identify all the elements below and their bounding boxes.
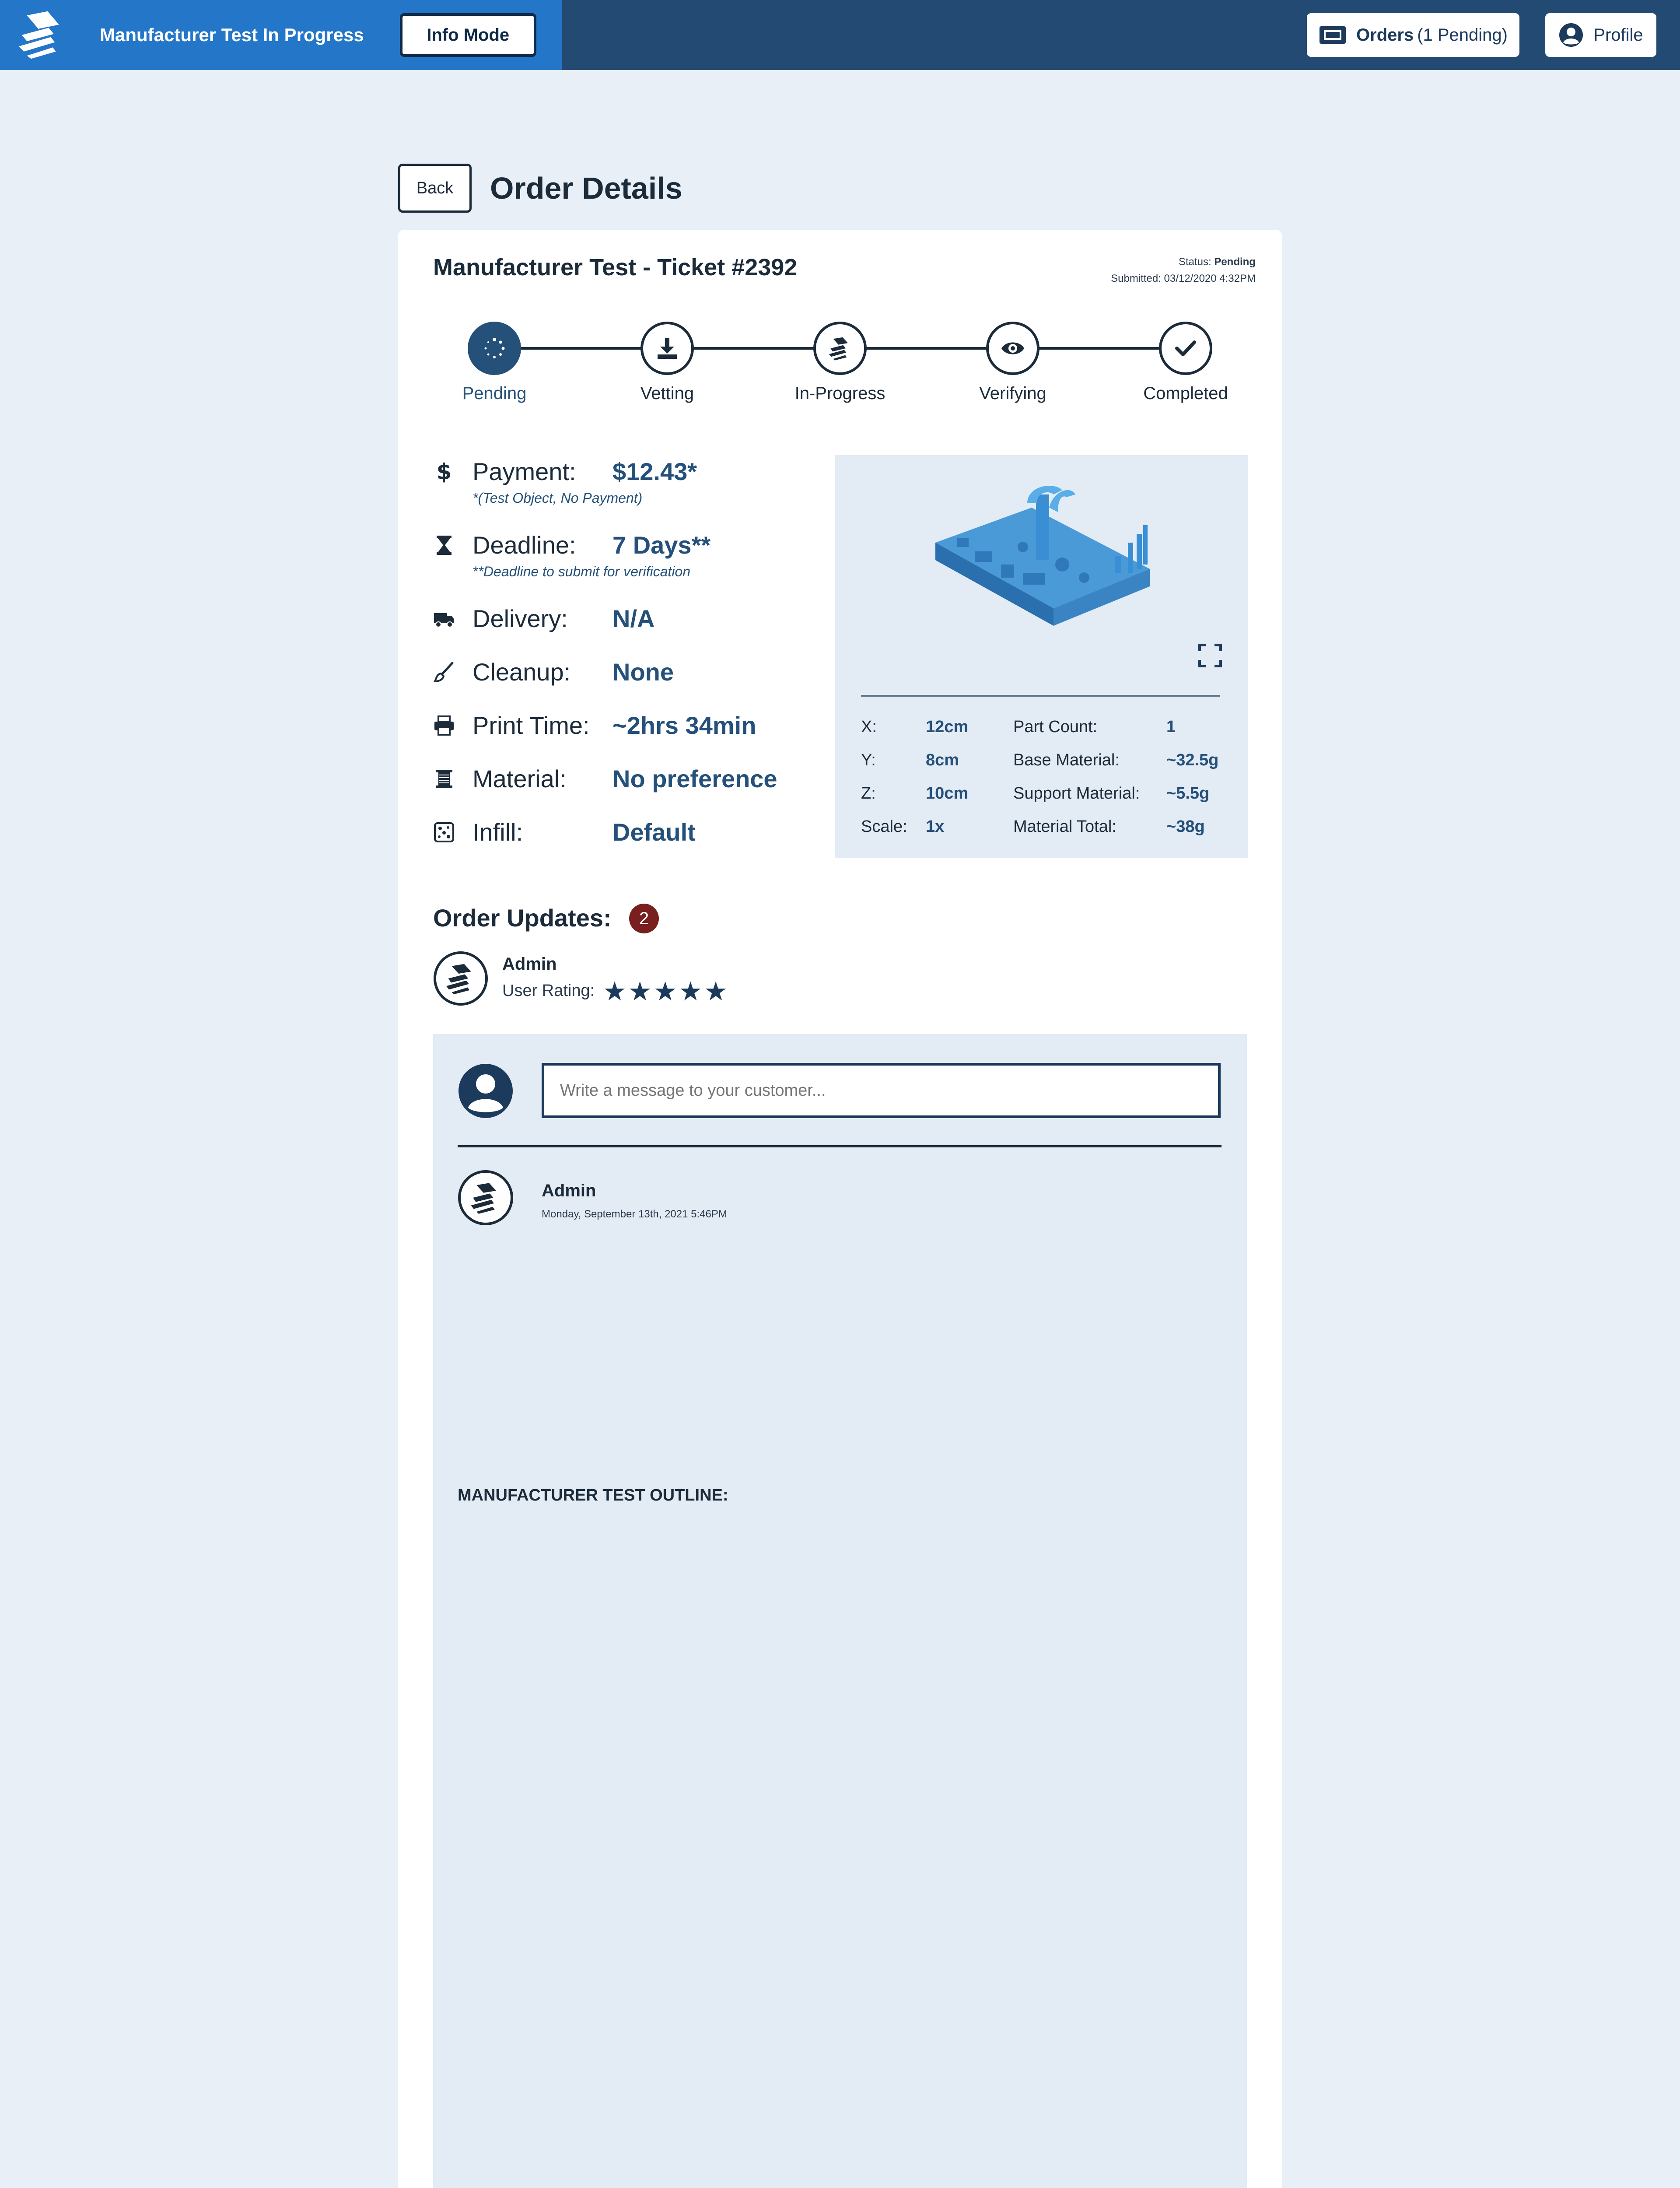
status-meta <box>1111 254 1256 287</box>
progress-stepper <box>433 317 1247 405</box>
expand-icon[interactable] <box>1198 643 1222 668</box>
spec-scale-label: Scale: <box>861 817 907 836</box>
admin-avatar <box>433 951 488 1006</box>
model-divider <box>861 695 1220 697</box>
cleanup-label: Cleanup: <box>472 658 571 686</box>
spec-z-label: Z: <box>861 784 876 803</box>
step-label: Vetting <box>640 384 694 403</box>
spec-y-value: 8cm <box>926 751 959 769</box>
delivery-label: Delivery: <box>472 605 568 632</box>
info-mode-button[interactable]: Info Mode <box>400 13 536 57</box>
check-icon <box>1172 335 1199 361</box>
payment-label: Payment: <box>472 458 576 485</box>
status-line: Status: Pending <box>1178 256 1256 268</box>
brand-area <box>0 0 562 70</box>
spinner-icon <box>481 335 508 361</box>
step-completed <box>1124 317 1247 403</box>
admin-name: Admin <box>502 954 557 974</box>
delivery-value: N/A <box>612 605 655 632</box>
model-preview-image[interactable] <box>922 477 1158 652</box>
step-label: Verifying <box>979 384 1046 403</box>
spec-part-count-label: Part Count: <box>1013 718 1098 736</box>
printer-logo-icon <box>827 335 853 361</box>
brush-icon <box>433 661 455 683</box>
material-label: Material: <box>472 765 567 792</box>
submitted-date: Submitted: 03/12/2020 4:32PM <box>1111 273 1256 284</box>
spec-part-count-value: 1 <box>1166 718 1176 736</box>
step-label: Completed <box>1143 384 1228 403</box>
model-preview-panel <box>835 455 1248 858</box>
payment-value: $12.43* <box>612 458 697 485</box>
spec-scale-value: 1x <box>926 817 945 836</box>
infill-label: Infill: <box>472 818 523 846</box>
payment-note: *(Test Object, No Payment) <box>472 490 643 506</box>
spec-support-material-label: Support Material: <box>1013 784 1140 803</box>
print-time-value: ~2hrs 34min <box>612 712 756 739</box>
status-value: Pending <box>1214 256 1256 268</box>
spec-base-material-label: Base Material: <box>1013 751 1120 769</box>
spec-support-material-value: ~5.5g <box>1166 784 1210 803</box>
profile-button[interactable] <box>1545 13 1656 57</box>
user-avatar-icon <box>458 1063 514 1119</box>
order-details-card <box>398 230 1282 2188</box>
spec-x-value: 12cm <box>926 718 969 736</box>
thread-divider <box>458 1145 1222 1147</box>
step-in-progress <box>779 317 901 403</box>
step-vetting <box>606 317 728 403</box>
svg-text:$: $ <box>436 461 452 483</box>
print-time-label: Print Time: <box>472 712 590 739</box>
spool-icon <box>433 768 455 790</box>
step-label: Pending <box>462 384 527 403</box>
spec-material-total-value: ~38g <box>1166 817 1205 836</box>
step-label: In-Progress <box>794 384 886 403</box>
step-verifying <box>952 317 1074 403</box>
deadline-note: **Deadline to submit for verification <box>472 564 691 579</box>
message-input[interactable] <box>542 1063 1221 1118</box>
infill-value: Default <box>612 818 696 846</box>
order-updates-title: Order Updates: <box>433 904 612 932</box>
post-date: Monday, September 13th, 2021 5:46PM <box>542 1208 727 1220</box>
user-rating-label: User Rating: <box>502 982 595 1000</box>
message-thread <box>433 1034 1247 2188</box>
spec-base-material-value: ~32.5g <box>1166 751 1219 769</box>
user-rating-stars: ★★★★★ <box>603 977 729 1006</box>
deadline-label: Deadline: <box>472 531 576 559</box>
orders-label: Orders <box>1356 25 1414 45</box>
spec-material-total-label: Material Total: <box>1013 817 1116 836</box>
download-icon <box>654 335 680 361</box>
infill-icon <box>433 821 455 843</box>
orders-button[interactable] <box>1307 13 1519 57</box>
spec-x-label: X: <box>861 718 877 736</box>
profile-label: Profile <box>1593 25 1643 45</box>
app-title: Manufacturer Test In Progress <box>100 25 364 45</box>
spec-y-label: Y: <box>861 751 876 769</box>
ticket-title: Manufacturer Test - Ticket #2392 <box>433 254 798 281</box>
logo-icon[interactable] <box>17 9 68 61</box>
top-bar <box>0 0 1680 70</box>
post-author: Admin <box>542 1181 596 1200</box>
eye-icon <box>1000 335 1026 361</box>
step-pending <box>433 317 556 403</box>
updates-count-badge: 2 <box>629 904 659 933</box>
printer-icon <box>433 715 455 736</box>
hourglass-icon <box>433 534 455 556</box>
ticket-icon <box>1319 25 1347 45</box>
back-button[interactable]: Back <box>398 164 472 213</box>
page-title: Order Details <box>490 171 682 205</box>
spec-z-value: 10cm <box>926 784 969 803</box>
orders-pending-count: (1 Pending) <box>1417 25 1508 45</box>
cleanup-value: None <box>612 658 674 686</box>
user-circle-icon <box>1558 22 1584 48</box>
material-value: No preference <box>612 765 777 792</box>
truck-icon <box>433 608 455 630</box>
post1-heading: MANUFACTURER TEST OUTLINE: <box>458 1486 728 1504</box>
admin-avatar <box>458 1170 514 1226</box>
deadline-value: 7 Days** <box>612 531 711 559</box>
dollar-icon <box>433 461 455 483</box>
